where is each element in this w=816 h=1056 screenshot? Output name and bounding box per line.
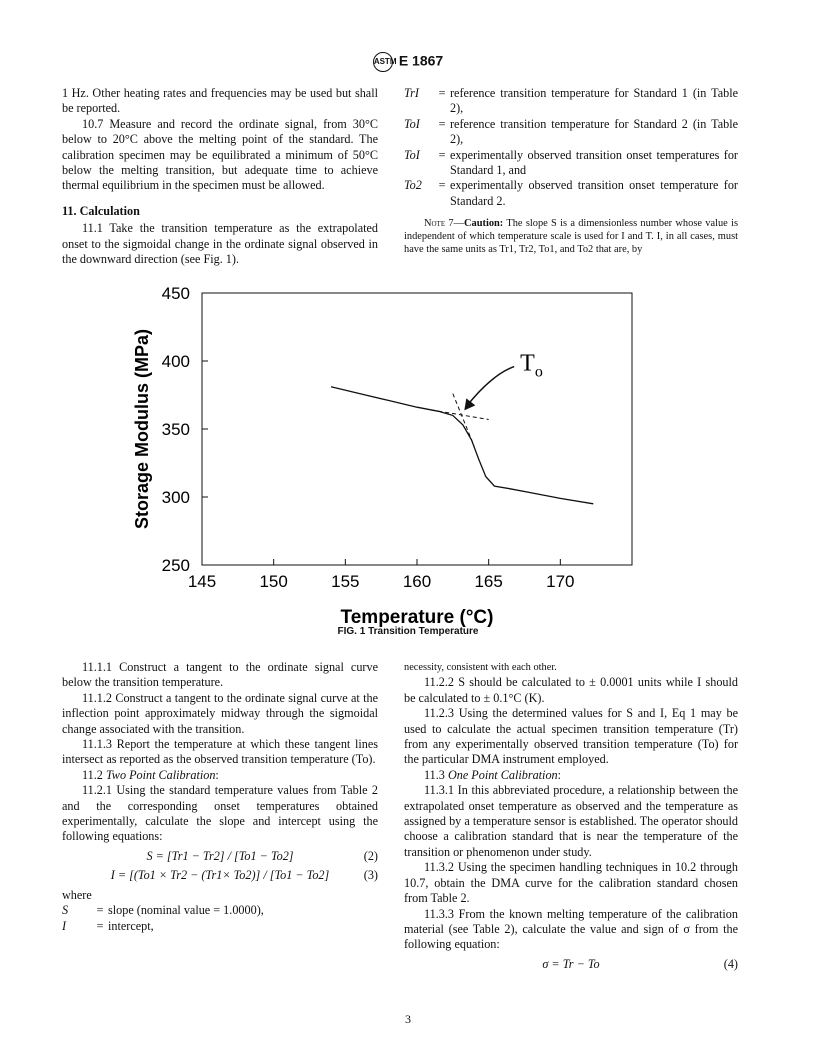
paragraph: 11.3.3 From the known melting temperature of the calibration material (see Table 2), calculate the value and sign of σ from the following equation:	[404, 906, 738, 952]
heading-colon: :	[215, 767, 219, 782]
equation-4	[404, 957, 738, 972]
definition-symbol: S	[62, 903, 69, 918]
paragraph: 11.2.1 Using the standard temperature values from Table 2 and the corresponding onset temperatures obtained experimentally, calculate the slope and intercept using the following equations:	[62, 783, 378, 844]
paragraph: necessity, consistent with each other.	[404, 662, 557, 673]
left-column-top	[62, 86, 378, 267]
equals-sign: =	[438, 86, 446, 100]
y-axis-title: Storage Modulus (MPa)	[132, 328, 152, 530]
equals-sign: =	[438, 116, 446, 131]
definition-symbol: To2	[404, 178, 422, 193]
figure-caption: FIG. 1 Transition Temperature	[337, 626, 479, 637]
x-tick-label: 165	[474, 572, 503, 591]
definition-row	[404, 86, 738, 117]
paragraph: 1 Hz. Other heating rates and frequencies may be used but shall be reported.	[62, 86, 378, 116]
right-column-bottom	[404, 660, 738, 976]
note-text: The slope S is a dimensionless number whose value is independent of which temperature scale is used for I and T. I, in all cases, must have the same units as Tr1, Tr2, To1, and To2 that are, by	[404, 218, 738, 256]
subsection-heading	[404, 768, 738, 783]
note-caution: Caution:	[464, 218, 504, 230]
definition-text: slope (nominal value = 1.0000),	[108, 903, 264, 918]
paragraph: 10.7 Measure and record the ordinate signal, from 30°C below to 20°C above the melting point of the standard. The calibration specimen may be equilibrated a minimum of 50°C below the melting transition, but adequate time to achieve thermal equilibrium in the specimen must be allowed.	[62, 116, 378, 193]
arrow-head	[464, 398, 475, 410]
definition-row	[62, 919, 378, 934]
x-tick-label: 145	[187, 572, 217, 591]
y-tick-label: 400	[161, 352, 190, 371]
x-tick-label: 160	[402, 572, 432, 591]
paragraph: 11.3.2 Using the specimen handling techniques in 10.2 through 10.7, obtain the DMA curve for the calibration standard chosen from Table 2.	[404, 860, 738, 906]
astm-logo: ASTM	[373, 52, 393, 72]
definition-symbol: I	[62, 918, 67, 933]
y-tick-label: 300	[161, 488, 190, 507]
note-7	[404, 217, 738, 256]
equation-3	[62, 868, 378, 883]
heading-number: 11.2	[82, 767, 106, 782]
paragraph: 11.2.3 Using the determined values for S and I, Eq 1 may be used to calculate the actual specimen transition temperature (Tr) from any experimentally observed transition temperature (To) for the particular DMA instrument employed.	[404, 706, 738, 767]
data-series-line	[331, 387, 593, 504]
equals-sign: =	[96, 918, 104, 933]
heading-title: One Point Calibration	[447, 767, 558, 782]
equation-text: I = [(To1 × Tr2 − (Tr1× To2)] / [To1 − To2]	[110, 868, 330, 883]
equals-sign: =	[96, 903, 104, 918]
definition-text: experimentally observed transition onset temperatures for Standard 1, and	[450, 147, 738, 178]
paragraph: 11.1.3 Report the temperature at which these tangent lines intersect as reported as the observed transition temperature (To).	[62, 737, 378, 767]
x-tick-label: 150	[259, 572, 288, 591]
definition-row	[404, 178, 738, 209]
paragraph: 11.1 Take the transition temperature as the extrapolated onset to the sigmoidal change in the ordinate signal observed in the downward direction (see Fig. 1).	[62, 221, 378, 267]
definition-text: experimentally observed transition onset temperature for Standard 2.	[450, 178, 738, 208]
tangent-line	[431, 410, 488, 420]
equals-sign: =	[438, 178, 446, 193]
paragraph: 11.3.1 In this abbreviated procedure, a relationship between the extrapolated onset temperature as observed and the temperature as assigned by a temperature sensor is established. The operator should choose a calibration standard that is near the temperature of the transition or phenomenon under study.	[404, 783, 738, 859]
definition-symbol: ToI	[404, 116, 420, 131]
definition-text: reference transition temperature for Standard 2 (in Table 2),	[450, 116, 738, 147]
definition-text: intercept,	[108, 918, 154, 933]
definition-row	[62, 903, 378, 918]
definition-list	[62, 903, 378, 934]
heading-title: Two Point Calibration	[105, 767, 216, 782]
definition-list	[404, 86, 738, 209]
equation-number: (3)	[363, 868, 378, 883]
note-label: Note 7—	[424, 218, 464, 230]
definition-row	[404, 117, 738, 148]
definition-row	[404, 148, 738, 179]
section-heading: 11. Calculation	[62, 203, 140, 218]
where-label: where	[62, 887, 92, 902]
x-tick-label: 155	[331, 572, 360, 591]
paragraph: 11.1.1 Construct a tangent to the ordinate signal curve below the transition temperature.	[62, 660, 378, 690]
equation-number: (2)	[363, 848, 378, 863]
right-column-top	[404, 86, 738, 256]
transition-chart	[120, 283, 680, 638]
definition-symbol: TrI	[404, 86, 419, 100]
y-tick-label: 350	[161, 420, 190, 439]
equation-number: (4)	[723, 956, 738, 971]
page-header	[0, 52, 816, 72]
heading-colon: :	[557, 767, 562, 782]
page-number: 3	[405, 1012, 411, 1026]
plot-frame	[202, 293, 632, 565]
equation-2	[62, 849, 378, 864]
x-axis-title: Temperature (°C)	[340, 607, 494, 628]
equation-text: S = [Tr1 − Tr2] / [To1 − To2]	[146, 848, 294, 863]
y-tick-label: 250	[161, 556, 190, 575]
annotation-arrow	[467, 367, 514, 406]
left-column-bottom	[62, 660, 378, 934]
definition-text: reference transition temperature for Standard 1 (in Table 2),	[450, 86, 738, 116]
equals-sign: =	[438, 147, 446, 162]
equation-text: σ = Tr − To	[542, 956, 600, 971]
x-tick-label: 170	[546, 572, 575, 591]
y-tick-label: 450	[161, 284, 190, 303]
heading-number: 11.3	[424, 767, 448, 782]
paragraph: 11.2.2 S should be calculated to ± 0.0001 units while I should be calculated to ± 0.1°C (K).	[404, 675, 738, 705]
paragraph: 11.1.2 Construct a tangent to the ordinate signal curve at the inflection point approximately midway through the sigmoidal change associated with the transition.	[62, 690, 378, 736]
subsection-heading	[62, 768, 378, 783]
annotation-label: $T_o$	[520, 350, 543, 381]
designation: E 1867	[398, 52, 444, 69]
definition-symbol: ToI	[404, 147, 420, 162]
